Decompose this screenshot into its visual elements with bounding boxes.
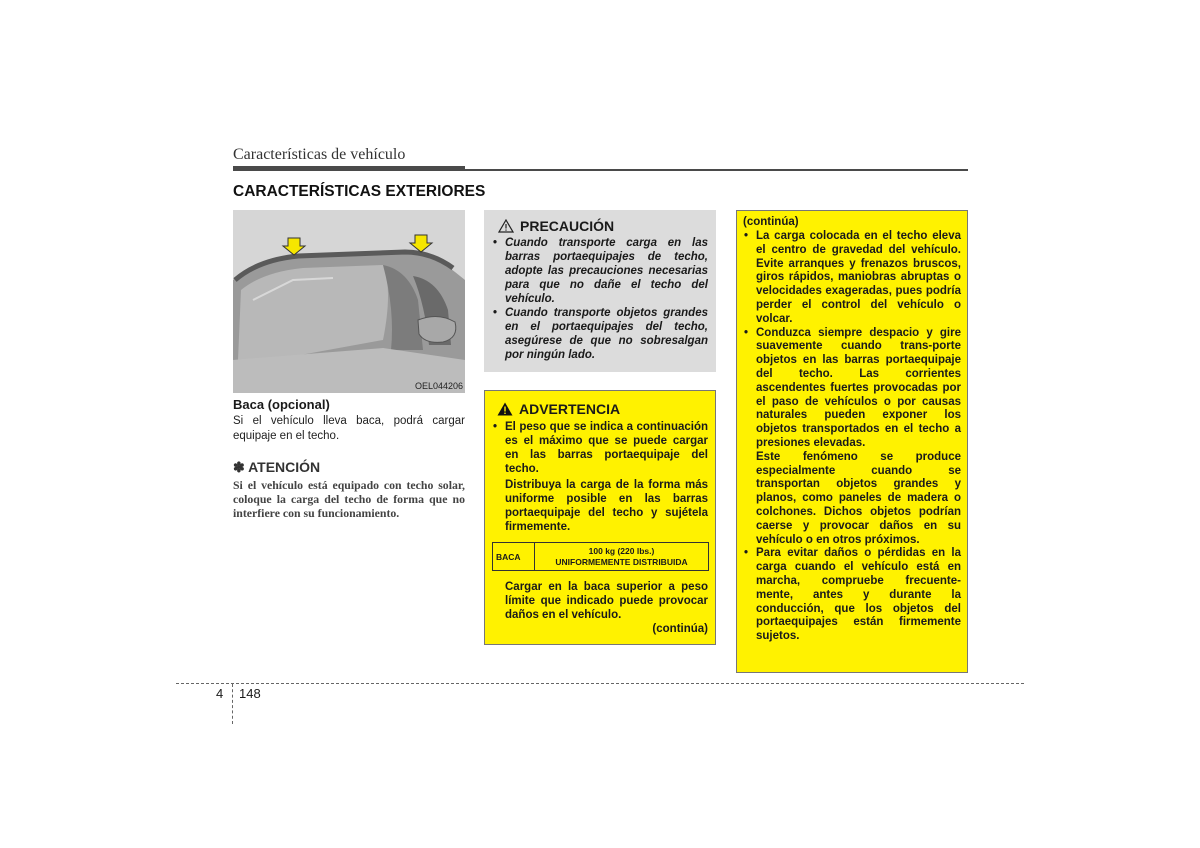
page-number: 148 [239,686,261,701]
header-bar [233,166,465,171]
warning-continues: (continúa) [652,623,708,635]
car-illustration [233,210,465,393]
figure-code: OEL044206 [414,381,463,391]
warning-paragraph: Distribuya la carga de la forma más uniforme posible en las barras portaequipaje del techo y sujétela firmemente. [505,479,708,533]
header-rule [465,169,968,171]
roof-rack-title: Baca (opcional) [233,397,330,412]
caution-item: • Cuando transporte carga en las barras portaequipajes de techo, adopte las precauciones necesarias para que no dañe el techo del vehículo. [492,236,708,306]
section-title: CARACTERÍSTICAS EXTERIORES [233,183,486,200]
warning-title: ADVERTENCIA [519,401,621,417]
warning-box [484,390,716,645]
warning-item: • El peso que se indica a continuación es el máximo que se puede cargar en las barras portaequipaje del techo. [492,420,708,476]
caution-item: • Cuando transporte objetos grandes en el portaequipajes del techo, asegúrese de que no sobresalgan por ningún lado. [492,306,708,362]
caution-triangle-icon [498,219,514,233]
load-table-label: BACA [493,543,535,571]
continued-item: • La carga colocada en el techo eleva el centro de gravedad del vehículo. Evite arranques y frenazos bruscos, giros rápidos, maniobras abruptas o velocidades exageradas, pues podría perder el control del vehículo o volcar. [743,230,961,327]
continued-subparagraph: Este fenómeno se produce especialmente cuando se transportan objetos grandes y planos, como paneles de madera o colchones. Dichos objetos podrían caerse y provocar daños en su vehículo o en otros próximos. [756,450,961,546]
load-table [492,542,709,571]
continued-box [736,210,968,673]
caution-header [498,218,708,234]
warning-list [492,420,708,476]
caution-title: PRECAUCIÓN [520,218,615,234]
continued-title: (continúa) [743,216,799,228]
footer-divider [176,683,1024,684]
table-row [493,543,709,571]
load-table-value [535,543,709,571]
roof-rack-text: Si el vehículo lleva baca, podrá cargar equipaje en el techo. [233,415,465,442]
caution-box [484,210,716,372]
continued-item: • Para evitar daños o pérdidas en la carga cuando el vehículo está en marcha, compruebe frecuente-mente, antes y durante la conducción, que los objetos del portaequipajes están firmemente sujetos. [743,547,961,644]
caution-list [492,236,708,362]
warning-paragraph: Cargar en la baca superior a peso límite que indicado puede provocar daños en el vehículo. [505,581,708,621]
roof-rack-figure [233,210,465,393]
continued-item: • Conduzca siempre despacio y gire suavemente cuando trans-porte objetos en las barras portaequipaje del techo. Las corrientes ascendentes fuertes provocadas por el paso de vehículos o por causas naturales pueden exponer los objetos transportados en el techo a presiones elevadas. [743,327,961,451]
attention-text: Si el vehículo está equipado con techo solar, coloque la carga del techo de forma que no interfiere con su funcionamiento. [233,478,465,520]
continued-list [743,230,961,451]
warning-triangle-icon [497,402,513,416]
footer-vertical-divider [232,684,233,724]
page-chapter: 4 [216,686,224,701]
attention-title: ✽ ATENCIÓN [233,459,321,475]
header-title: Características de vehículo [233,146,406,163]
load-value-line: UNIFORMEMENTE DISTRIBUIDA [555,556,688,567]
warning-header [497,401,708,417]
continued-list [743,547,961,644]
load-value-line: 100 kg (220 lbs.) [588,545,655,556]
